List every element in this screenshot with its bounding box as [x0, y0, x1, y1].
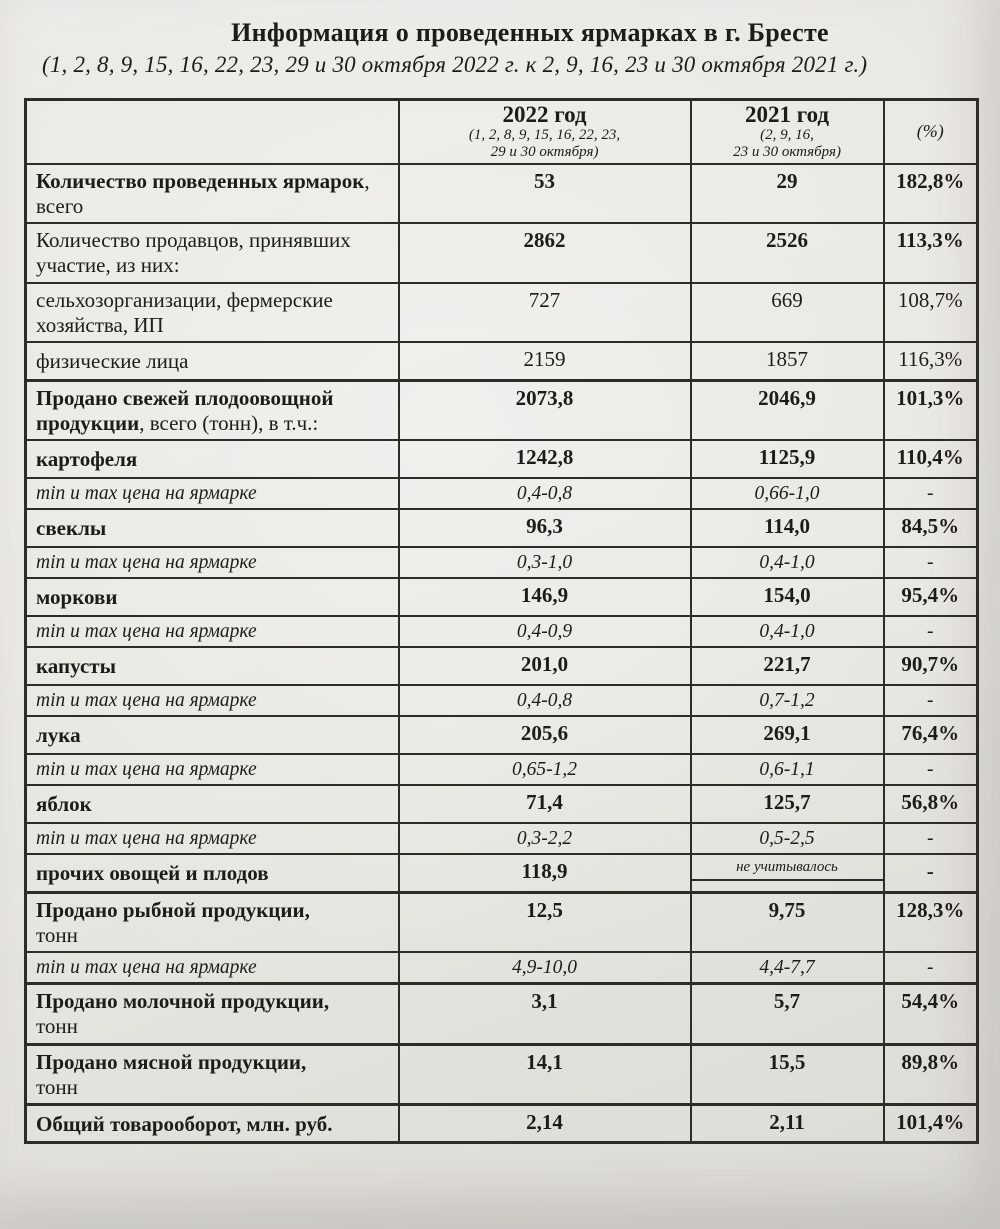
- table-row: [26, 578, 978, 616]
- value-percent: [884, 647, 978, 685]
- row-label: [26, 685, 399, 716]
- value-2021: [691, 342, 884, 380]
- value-2021-text: 154,0: [763, 583, 811, 608]
- table-row: [26, 952, 978, 984]
- value-2021: [691, 547, 884, 578]
- row-label-rest: физические лица: [36, 348, 189, 373]
- value-2021-text: 1857: [766, 347, 808, 372]
- value-2021-text: 2526: [766, 228, 808, 253]
- value-2022-text: 118,9: [521, 859, 568, 884]
- row-label-strong: картофеля: [36, 446, 138, 471]
- value-percent: [884, 823, 978, 854]
- value-2022: [399, 164, 691, 224]
- value-2022-text: 0,4-0,8: [516, 483, 573, 505]
- value-2022: [399, 223, 691, 283]
- value-2021-text: 0,7-1,2: [759, 690, 815, 712]
- value-2021: [691, 478, 884, 509]
- row-label: [26, 164, 399, 224]
- value-percent-text: 182,8%: [896, 168, 965, 193]
- value-2021-text: 114,0: [763, 514, 811, 539]
- value-2021-text: 9,75: [768, 897, 806, 922]
- value-2022-text: 0,65-1,2: [512, 759, 577, 781]
- row-label-rest: min и max цена на ярмарке: [36, 690, 257, 712]
- row-label: [26, 1044, 399, 1105]
- value-percent-text: -: [927, 690, 934, 712]
- value-2021-text: 1125,9: [758, 445, 816, 470]
- value-2022-text: 2862: [523, 228, 566, 253]
- col-header-2021: [691, 100, 884, 164]
- value-2022: [399, 509, 691, 547]
- row-label-rest: , всего (тонн), в т.ч.:: [139, 410, 319, 435]
- value-2021-text: 0,66-1,0: [754, 483, 820, 505]
- table-row: [26, 785, 978, 823]
- year-2021-dates: [694, 127, 881, 161]
- table-row: [26, 342, 978, 380]
- row-label: [26, 223, 399, 283]
- row-label: [26, 578, 399, 616]
- row-label: [26, 823, 399, 854]
- value-2021-text: 269,1: [763, 721, 811, 746]
- value-percent-text: 101,4%: [896, 1110, 965, 1135]
- row-label: [26, 547, 399, 578]
- value-percent-text: 95,4%: [901, 583, 960, 608]
- row-label-rest: min и max цена на ярмарке: [36, 552, 257, 574]
- col-header-percent: [884, 100, 978, 164]
- value-percent: [884, 342, 978, 380]
- value-2021: [691, 754, 884, 785]
- row-label-strong: капусты: [36, 653, 116, 678]
- value-2021: [691, 952, 884, 984]
- value-percent: [884, 754, 978, 785]
- value-2022-text: 4,9-10,0: [512, 957, 577, 979]
- value-percent: [884, 478, 978, 509]
- table-row: [26, 440, 978, 478]
- value-2021: [691, 785, 884, 823]
- table-row: [26, 616, 978, 647]
- col-header-2022: [399, 100, 691, 164]
- value-2022: [399, 823, 691, 854]
- row-label: [26, 342, 399, 380]
- value-2022: [399, 1044, 691, 1105]
- value-2021: [691, 440, 884, 478]
- value-2021: [691, 1044, 884, 1105]
- value-2021: [691, 984, 884, 1045]
- row-label-strong: Количество проведенных ярмарок: [36, 168, 365, 193]
- value-percent-text: 113,3%: [896, 228, 964, 253]
- value-percent: [884, 785, 978, 823]
- value-2022-text: 71,4: [526, 790, 563, 815]
- value-2021: [691, 854, 884, 892]
- table-row: [26, 823, 978, 854]
- value-2021: [691, 223, 884, 283]
- value-2021: [691, 578, 884, 616]
- row-label: [26, 440, 399, 478]
- row-label: [26, 616, 399, 647]
- value-2022: [399, 984, 691, 1045]
- row-label: [26, 892, 399, 952]
- table-row: [26, 1105, 978, 1143]
- value-percent: [884, 984, 978, 1045]
- year-2021-dates-line2: 23 и 30 октября): [733, 143, 841, 160]
- row-label: [26, 854, 399, 892]
- row-label-rest: тонн: [36, 922, 78, 947]
- row-label: [26, 1105, 399, 1143]
- row-label: [26, 647, 399, 685]
- row-label-strong: Продано рыбной продукции,: [36, 897, 310, 922]
- value-2022-text: 96,3: [526, 514, 563, 539]
- value-2022: [399, 616, 691, 647]
- value-percent: [884, 854, 978, 892]
- value-2022: [399, 854, 691, 892]
- value-2022: [399, 1105, 691, 1143]
- value-2022-text: 727: [528, 287, 561, 312]
- value-2021-text: 29: [776, 168, 798, 193]
- value-percent: [884, 164, 978, 224]
- value-2021: [691, 164, 884, 224]
- value-2022-text: 53: [534, 168, 555, 193]
- row-label-rest: min и max цена на ярмарке: [36, 828, 257, 850]
- value-percent-text: 84,5%: [901, 514, 960, 539]
- value-2021: [691, 647, 884, 685]
- value-percent: [884, 1044, 978, 1105]
- value-percent-text: -: [927, 759, 934, 781]
- value-percent: [884, 685, 978, 716]
- row-label-strong: Продано свежей плодоовощной продукции: [36, 385, 334, 435]
- value-2022-text: 0,4-0,9: [516, 621, 573, 643]
- value-2021-text: 0,6-1,1: [759, 759, 815, 781]
- year-2022-dates-line1: (1, 2, 8, 9, 15, 16, 22, 23,: [468, 127, 621, 144]
- value-2022-text: 201,0: [520, 652, 569, 677]
- table-row: [26, 754, 978, 785]
- table-row: [26, 892, 978, 952]
- value-2022-text: 1242,8: [515, 445, 574, 470]
- table-row: [26, 547, 978, 578]
- row-label: [26, 380, 399, 440]
- value-2022: [399, 380, 691, 440]
- row-label-rest: min и max цена на ярмарке: [36, 957, 257, 979]
- value-percent-text: -: [927, 552, 934, 574]
- row-label: [26, 952, 399, 984]
- year-2021-label: 2021 год: [744, 102, 830, 127]
- row-label-rest: тонн: [36, 1074, 78, 1099]
- row-label-rest: min и max цена на ярмарке: [36, 621, 257, 643]
- value-percent-text: 56,8%: [901, 790, 960, 815]
- value-percent: [884, 578, 978, 616]
- row-label-strong: моркови: [36, 584, 118, 609]
- year-2022-dates-line2: 29 и 30 октября): [490, 143, 599, 160]
- percent-header-label: (%): [916, 121, 944, 142]
- value-percent: [884, 440, 978, 478]
- value-2021-text: 5,7: [773, 989, 801, 1014]
- row-label-rest: min и max цена на ярмарке: [36, 759, 257, 781]
- value-2022-text: 0,3-2,2: [516, 828, 573, 850]
- row-label-rest: , всего: [36, 168, 370, 218]
- row-label: [26, 785, 399, 823]
- value-percent-text: 76,4%: [901, 721, 960, 746]
- row-label-rest: тонн: [36, 1014, 78, 1039]
- value-2022: [399, 754, 691, 785]
- value-2021-text: не учитывалось: [692, 855, 883, 881]
- year-2022-label: 2022 год: [502, 102, 587, 127]
- value-2021: [691, 892, 884, 952]
- table-body: [26, 164, 978, 1143]
- value-2021-text: 2046,9: [758, 385, 816, 410]
- value-percent-text: -: [927, 621, 934, 643]
- value-percent: [884, 952, 978, 984]
- value-2022-text: 3,1: [531, 989, 558, 1014]
- value-percent: [884, 716, 978, 754]
- value-percent: [884, 283, 978, 343]
- value-2021-text: 0,4-1,0: [759, 552, 815, 574]
- value-2022-text: 146,9: [520, 583, 569, 608]
- value-2021: [691, 716, 884, 754]
- value-2022: [399, 716, 691, 754]
- table-row: [26, 283, 978, 343]
- value-percent-text: 108,7%: [897, 287, 963, 312]
- value-2021: [691, 1105, 884, 1143]
- row-label-strong: свеклы: [36, 515, 107, 540]
- value-percent: [884, 509, 978, 547]
- value-percent: [884, 1105, 978, 1143]
- value-2022-text: 14,1: [526, 1049, 563, 1074]
- page-subtitle: (1, 2, 8, 9, 15, 16, 22, 23, 29 и 30 октября 2022 г. к 2, 9, 16, 23 и 30 октября 2021 г.): [42, 52, 868, 77]
- table-row: [26, 164, 978, 224]
- value-2021-text: 15,5: [768, 1049, 806, 1074]
- value-2021: [691, 380, 884, 440]
- table-row: [26, 380, 978, 440]
- value-2022: [399, 440, 691, 478]
- value-2022-text: 2,14: [526, 1110, 563, 1135]
- year-2022-dates: [402, 127, 688, 161]
- fairs-table: [24, 98, 979, 1144]
- table-row: [26, 854, 978, 892]
- value-2021-text: 2,11: [769, 1110, 805, 1135]
- value-2021: [691, 823, 884, 854]
- page-title: Информация о проведенных ярмарках в г. Бресте: [231, 18, 829, 47]
- value-2022-text: 205,6: [520, 721, 569, 746]
- row-label-rest: Количество продавцов, принявших участие, из них:: [36, 228, 351, 278]
- value-2021: [691, 616, 884, 647]
- year-2021-dates-line1: (2, 9, 16,: [760, 127, 814, 144]
- value-2022: [399, 342, 691, 380]
- value-2021-text: 4,4-7,7: [759, 957, 815, 979]
- value-2022-text: 2073,8: [515, 385, 574, 410]
- value-2022-text: 0,3-1,0: [516, 552, 573, 574]
- value-2021: [691, 509, 884, 547]
- value-percent-text: 54,4%: [901, 989, 960, 1014]
- value-percent: [884, 223, 978, 283]
- value-2022: [399, 478, 691, 509]
- value-2022: [399, 647, 691, 685]
- value-percent: [884, 892, 978, 952]
- row-label: [26, 754, 399, 785]
- value-2021-text: 669: [771, 287, 803, 312]
- value-2021: [691, 685, 884, 716]
- value-2021: [691, 283, 884, 343]
- value-2022-text: 12,5: [526, 897, 563, 922]
- row-label-strong: Продано молочной продукции,: [36, 989, 330, 1014]
- value-percent-text: -: [926, 859, 934, 884]
- row-label-strong: лука: [36, 722, 81, 747]
- value-2021-text: 0,5-2,5: [759, 828, 815, 850]
- row-label: [26, 509, 399, 547]
- value-percent: [884, 547, 978, 578]
- value-percent-text: 116,3%: [898, 347, 963, 372]
- table-row: [26, 647, 978, 685]
- value-percent-text: 128,3%: [896, 897, 965, 922]
- value-percent-text: -: [927, 828, 934, 850]
- row-label-strong: Продано мясной продукции,: [36, 1049, 307, 1074]
- row-label: [26, 984, 399, 1045]
- value-percent: [884, 380, 978, 440]
- table-row: [26, 984, 978, 1045]
- table-row: [26, 478, 978, 509]
- header-row: [26, 100, 978, 164]
- row-label: [26, 478, 399, 509]
- table-row: [26, 1044, 978, 1105]
- row-label-strong: прочих овощей и плодов: [36, 860, 269, 885]
- row-label-strong: Общий товарооборот, млн. руб.: [36, 1111, 333, 1136]
- value-percent-text: -: [927, 957, 934, 979]
- value-percent: [884, 616, 978, 647]
- value-2022: [399, 892, 691, 952]
- value-2021-text: 0,4-1,0: [759, 621, 815, 643]
- value-2021-text: 221,7: [763, 652, 811, 677]
- value-2022: [399, 952, 691, 984]
- row-label: [26, 716, 399, 754]
- row-label-rest: min и max цена на ярмарке: [36, 483, 257, 505]
- value-percent-text: 89,8%: [901, 1049, 960, 1074]
- row-label-rest: сельхозорганизации, фермерские хозяйства, ИП: [36, 287, 333, 337]
- value-2022: [399, 547, 691, 578]
- table-row: [26, 685, 978, 716]
- value-2022-text: 0,4-0,8: [516, 690, 573, 712]
- value-percent-text: 101,3%: [896, 385, 965, 410]
- value-percent-text: -: [927, 483, 934, 505]
- value-percent-text: 90,7%: [901, 652, 960, 677]
- value-2022: [399, 578, 691, 616]
- table-row: [26, 716, 978, 754]
- value-percent-text: 110,4%: [896, 445, 964, 470]
- value-2022: [399, 785, 691, 823]
- col-header-indicator: [26, 100, 399, 164]
- table-row: [26, 223, 978, 283]
- row-label: [26, 283, 399, 343]
- value-2022: [399, 685, 691, 716]
- value-2021-text: 125,7: [763, 790, 811, 815]
- value-2022: [399, 283, 691, 343]
- table-row: [26, 509, 978, 547]
- row-label-strong: яблок: [36, 791, 92, 816]
- value-2022-text: 2159: [523, 347, 566, 372]
